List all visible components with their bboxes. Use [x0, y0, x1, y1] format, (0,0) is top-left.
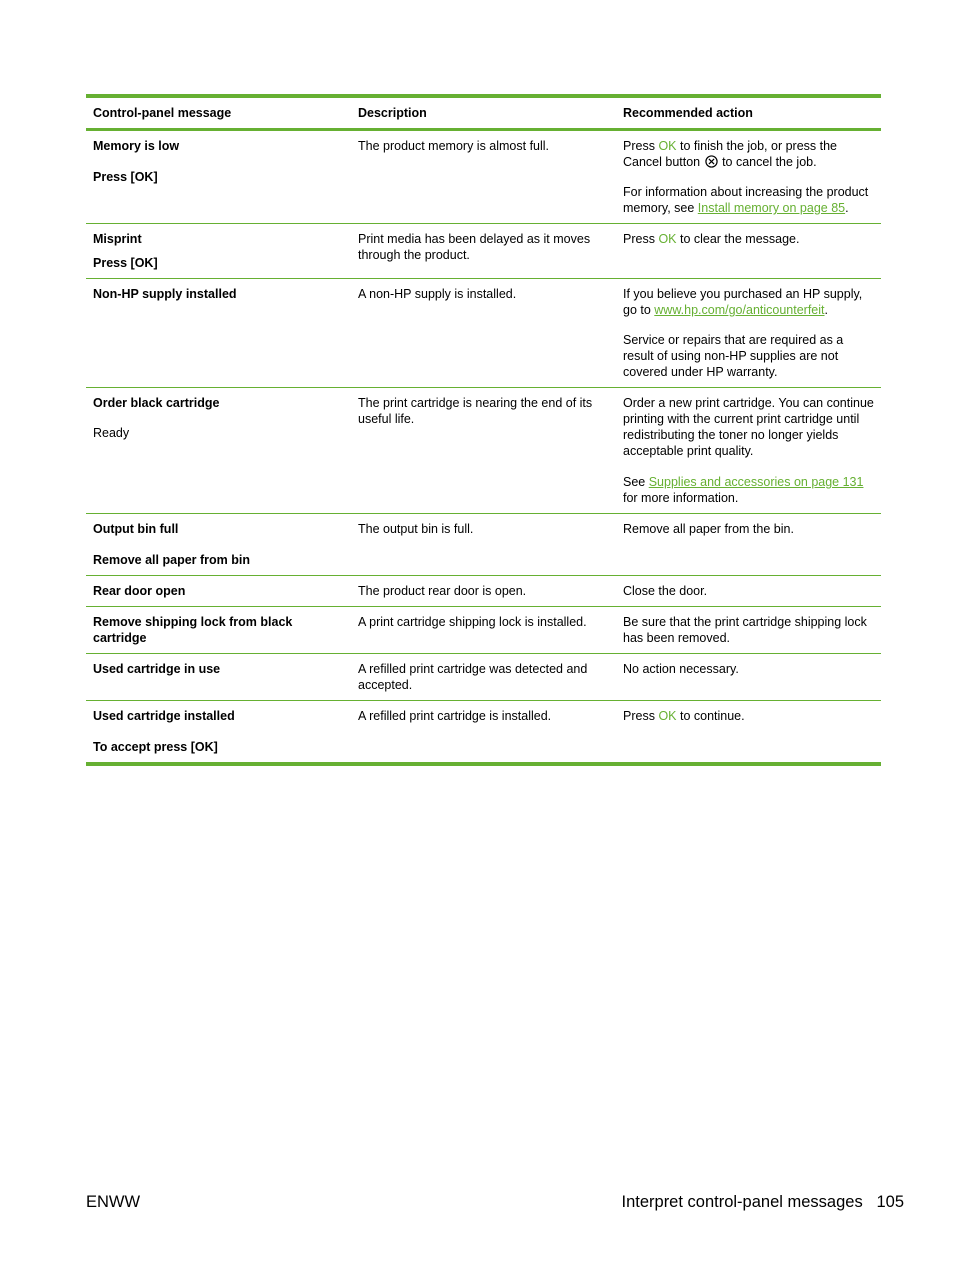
- message-cell: [86, 576, 351, 606]
- action-paragraph: If you believe you purchased an HP supply, go to www.hp.com/go/anticounterfeit.: [623, 287, 863, 317]
- message-text: Used cartridge installed: [93, 709, 235, 723]
- message-cell: [86, 514, 351, 575]
- message-subtext: Remove all paper from bin: [93, 553, 250, 567]
- anticounterfeit-link[interactable]: www.hp.com/go/anticounterfeit: [654, 303, 825, 317]
- description-cell: Print media has been delayed as it moves through the product.: [358, 232, 591, 262]
- table-row: [86, 701, 881, 762]
- description-cell: The product rear door is open.: [358, 584, 527, 598]
- message-text: Used cartridge in use: [93, 662, 221, 676]
- action-paragraph: See Supplies and accessories on page 131 for more information.: [623, 475, 864, 505]
- action-cell: Be sure that the print cartridge shipping lock has been removed.: [623, 615, 867, 645]
- description-cell: The product memory is almost full.: [358, 139, 550, 153]
- action-paragraph: For information about increasing the product memory, see Install memory on page 85.: [623, 185, 869, 215]
- message-cell: [86, 279, 351, 387]
- message-subtext: Press [OK]: [93, 170, 158, 184]
- action-paragraph: Service or repairs that are required as a result of using non-HP supplies are not covered under HP warranty.: [623, 333, 844, 379]
- message-subtext: Ready: [93, 426, 130, 440]
- description-cell: A refilled print cartridge is installed.: [358, 709, 552, 723]
- footer-page-title-number: Interpret control-panel messages 105: [621, 1193, 904, 1211]
- action-cell: [616, 224, 881, 278]
- table-row: [86, 514, 881, 576]
- action-cell: [616, 388, 881, 513]
- control-panel-messages-table: [86, 94, 881, 766]
- action-cell: [616, 279, 881, 387]
- supplies-accessories-link[interactable]: Supplies and accessories on page 131: [648, 475, 864, 489]
- message-cell: [86, 388, 351, 513]
- action-cell: Remove all paper from the bin.: [623, 522, 794, 536]
- message-text: Rear door open: [93, 584, 186, 598]
- message-text: Misprint: [93, 232, 142, 246]
- action-cell: [616, 701, 881, 762]
- message-text: Non-HP supply installed: [93, 287, 237, 301]
- install-memory-link[interactable]: Install memory on page 85: [697, 201, 846, 215]
- cancel-x-icon: [705, 155, 718, 168]
- message-cell: [86, 224, 351, 278]
- header-description: Description: [358, 106, 427, 120]
- action-paragraph: Press OK to continue.: [623, 709, 745, 723]
- action-paragraph: Press OK to clear the message.: [623, 232, 800, 246]
- message-subtext: To accept press [OK]: [93, 740, 218, 754]
- description-cell: A print cartridge shipping lock is installed.: [358, 615, 587, 629]
- table-row: [86, 388, 881, 514]
- table-row: [86, 131, 881, 224]
- header-control-panel-message: Control-panel message: [93, 106, 232, 120]
- description-cell: A refilled print cartridge was detected and accepted.: [358, 662, 588, 692]
- header-recommended-action: Recommended action: [623, 106, 753, 120]
- description-cell: The output bin is full.: [358, 522, 474, 536]
- ok-key-label: OK: [658, 139, 677, 153]
- message-text: Order black cartridge: [93, 396, 220, 410]
- action-paragraph: Order a new print cartridge. You can continue printing with the current print cartridge until redistributing the toner no longer yields acceptable print quality.: [623, 396, 874, 458]
- message-cell: [86, 654, 351, 700]
- message-cell: [86, 607, 351, 653]
- message-cell: [86, 701, 351, 762]
- table-row: [86, 576, 881, 607]
- table-header: [86, 98, 881, 131]
- table-row: [86, 279, 881, 388]
- message-text: Memory is low: [93, 139, 180, 153]
- message-text: Output bin full: [93, 522, 179, 536]
- message-subtext: Press [OK]: [93, 256, 158, 270]
- ok-key-label: OK: [658, 232, 677, 246]
- table-row: [86, 654, 881, 701]
- action-paragraph: Press OK to finish the job, or press the Cancel button to cancel the job.: [623, 139, 838, 169]
- ok-key-label: OK: [658, 709, 677, 723]
- action-cell: No action necessary.: [623, 662, 739, 676]
- message-text: Remove shipping lock from black cartridge: [93, 615, 293, 645]
- message-cell: [86, 131, 351, 223]
- action-cell: [616, 131, 881, 223]
- description-cell: A non-HP supply is installed.: [358, 287, 517, 301]
- table-row: [86, 224, 881, 279]
- footer-left-label: ENWW: [86, 1193, 141, 1211]
- action-cell: Close the door.: [623, 584, 708, 598]
- table-row: [86, 607, 881, 654]
- description-cell: The print cartridge is nearing the end of its useful life.: [358, 396, 593, 426]
